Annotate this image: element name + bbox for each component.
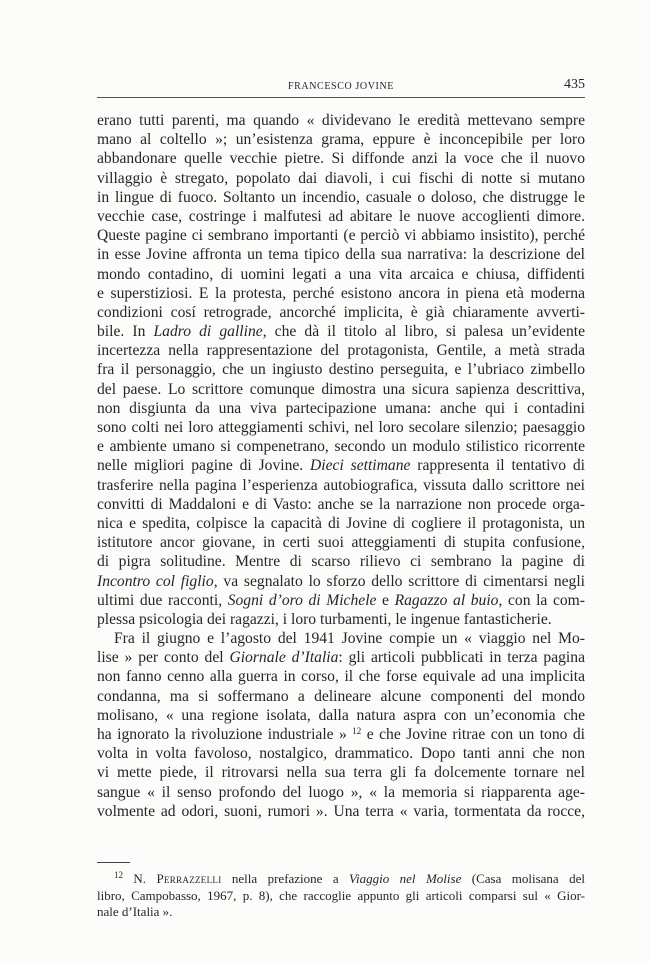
text-line — [97, 284, 585, 303]
footnote-line — [97, 871, 585, 888]
text-run: del paese. Lo scrittore comunque dimostra una sicura sapienza descrittiva, — [97, 380, 585, 398]
text-line — [97, 706, 585, 725]
italic-title: Sogni d’oro di Michele — [227, 591, 377, 609]
italic-title: Ladro di galline — [153, 323, 263, 341]
text-run: erano tutti parenti, ma quando « dividevano le eredità mettevano sempre — [97, 112, 585, 129]
text-line — [97, 667, 585, 686]
text-line — [97, 533, 585, 552]
text-line — [97, 572, 585, 591]
footnote-rule — [97, 862, 130, 863]
text-run: libro, Campobasso, 1967, p. 8), che raccoglie appunto gli articoli comparsi sul « Gior- — [97, 887, 585, 903]
text-line — [97, 418, 585, 437]
text-line — [97, 514, 585, 533]
text-line — [97, 111, 585, 130]
text-run: N. — [123, 871, 157, 886]
text-run: nica e spedita, colpisce la capacità di Jovine di cogliere il protagonista, un — [97, 514, 585, 532]
text-run: convitti di Maddaloni e di Vasto: anche se la narrazione non procede orga- — [97, 495, 585, 513]
text-run: Fra il giugno e l’agosto del 1941 Jovine compie un « viaggio nel Mo- — [114, 630, 585, 648]
text-run: Queste pagine ci sembrano importanti (e perciò vi abbiamo insistito), perché — [97, 227, 585, 245]
text-run: , va segnalato lo sforzo dello scrittore di cimentarsi negli — [213, 572, 585, 590]
text-line — [97, 226, 585, 245]
text-line — [97, 207, 585, 226]
text-line — [97, 610, 585, 629]
text-line — [97, 130, 585, 149]
text-run: vi mette piede, il ritrovarsi nella sua terra gli fa dolcemente tornare nel — [97, 764, 585, 782]
footnote — [97, 871, 585, 921]
running-header — [97, 77, 585, 97]
text-line — [97, 265, 585, 284]
text-run: (Casa molisana del — [461, 871, 585, 886]
text-run: e superstiziosi. E la protesta, perché esistono ancora in piena età moderna — [97, 284, 585, 302]
text-run: condizioni cosí retrograde, ancorché implicita, è già chiaramente avverti- — [97, 303, 585, 321]
text-line — [97, 169, 585, 188]
text-run: rappresenta il tentativo di — [410, 457, 585, 475]
text-run: , che dà il titolo al libro, si palesa un’evidente — [262, 323, 585, 341]
text-run: villaggio è stregato, popolato dai diavoli, i cui fischi di notte si mutano — [97, 169, 585, 187]
text-line — [97, 802, 585, 821]
text-line — [97, 360, 585, 379]
text-run: e ambiente umano si compenetrano, secondo un modulo stilistico ricorrente — [97, 438, 585, 456]
text-run: sangue « il senso profondo del luogo », « la memoria si riapparenta age- — [97, 783, 585, 801]
text-run: nale d’Italia ». — [97, 904, 173, 919]
text-run: non fanno cenno alla guerra in corso, il che forse equivale ad una implicita — [97, 668, 585, 686]
text-line — [97, 188, 585, 207]
footnote-ref: 12 — [352, 726, 362, 736]
text-run: condanna, ma si soffermano a delineare alcune componenti del mondo — [97, 687, 585, 705]
text-run: molisano, « una regione isolata, dalla natura aspra con un’economia che — [97, 706, 585, 724]
italic-title: Ragazzo al buio — [394, 591, 499, 609]
text-run: incertezza nella rappresentazione del protagonista, Gentile, a metà strada — [97, 342, 585, 360]
text-line — [97, 399, 585, 418]
footnote-ref: 12 — [114, 870, 123, 880]
footnote-line — [97, 888, 585, 905]
text-line — [97, 783, 585, 802]
text-run: fra il personaggio, che un ingiusto destino perseguita, e l’ubriaco zimbello — [97, 361, 585, 379]
italic-title: Giornale d’Italia — [229, 649, 339, 667]
text-line — [97, 591, 585, 610]
text-run: ultimi due racconti, — [97, 591, 228, 609]
footnote-line — [97, 904, 585, 921]
text-run: nella prefazione a — [221, 871, 350, 886]
text-run: vecchie case, costringe i malfutesi ad abitare le nuove accoglienti dimore. — [97, 207, 585, 225]
text-run: , con la com- — [498, 591, 585, 609]
text-line — [97, 322, 585, 341]
text-line — [97, 648, 585, 667]
text-run: e che Jovine ritrae con un tono di — [361, 726, 585, 743]
text-run: Perrazzelli — [156, 871, 222, 886]
text-run: ha ignorato la rivoluzione industriale » — [97, 726, 353, 743]
text-run: istitutore ancor giovane, in certi suoi atteggiamenti di stupita confusione, — [97, 534, 585, 552]
page-number: 435 — [564, 77, 585, 92]
text-run: trasferire nella pagina l’esperienza autobiografica, vissuta dallo scrittore nei — [97, 476, 585, 494]
italic-title: Dieci settimane — [310, 457, 411, 475]
text-run: sono colti nei loro atteggiamenti schivi, nel loro secolare silenzio; paesaggio — [97, 419, 585, 436]
text-line — [97, 341, 585, 360]
text-run: in lingue di fuoco. Soltanto un incendio, casuale o doloso, che distrugge le — [97, 188, 585, 206]
text-line — [97, 495, 585, 514]
text-line — [97, 437, 585, 456]
text-line — [97, 552, 585, 571]
text-line — [97, 303, 585, 322]
header-rule — [97, 97, 585, 98]
text-run: mano al coltello »; un’esistenza grama, eppure è inconcepibile per loro — [97, 131, 585, 149]
text-line — [97, 245, 585, 264]
text-line — [97, 763, 585, 782]
text-line — [97, 380, 585, 399]
text-line — [97, 725, 585, 744]
text-line — [97, 629, 585, 648]
text-line — [97, 744, 585, 763]
text-run: e — [376, 591, 395, 609]
text-run: bile. In — [97, 323, 154, 341]
text-run: di pigra solitudine. Mentre di scarso rilievo ci sembrano la pagine di — [97, 553, 585, 571]
text-line — [97, 687, 585, 706]
text-run: mondo contadino, di uomini legati a una vita arcaica e chiusa, diffidenti — [97, 265, 585, 283]
italic-title: Viaggio nel Molise — [349, 871, 462, 886]
body-text — [97, 111, 585, 821]
text-line — [97, 149, 585, 168]
text-run: non disgiunta da una viva partecipazione umana: anche qui i contadini — [97, 399, 585, 417]
text-run: volta in volta favoloso, nostalgico, drammatico. Dopo tanti anni che non — [97, 745, 585, 763]
running-title: FRANCESCO JOVINE — [287, 81, 394, 92]
italic-title: Incontro col figlio — [97, 572, 214, 590]
text-run: : gli articoli pubblicati in terza pagina — [338, 649, 585, 667]
text-run: volmente ad odori, suoni, rumori ». Una terra « varia, tormentata da rocce, — [97, 802, 585, 820]
text-run: in esse Jovine affronta un tema tipico della sua narrativa: la descrizione del — [97, 246, 585, 264]
text-run: plessa psicologia dei ragazzi, i loro turbamenti, le ingenue fantasticherie. — [97, 610, 552, 628]
text-run: nelle migliori pagine di Jovine. — [97, 457, 311, 475]
text-line — [97, 476, 585, 495]
text-run: lise » per conto del — [97, 649, 230, 667]
text-run: abbandonare quelle vecchie pietre. Si diffonde anzi la voce che il nuovo — [97, 150, 585, 168]
text-line — [97, 456, 585, 475]
